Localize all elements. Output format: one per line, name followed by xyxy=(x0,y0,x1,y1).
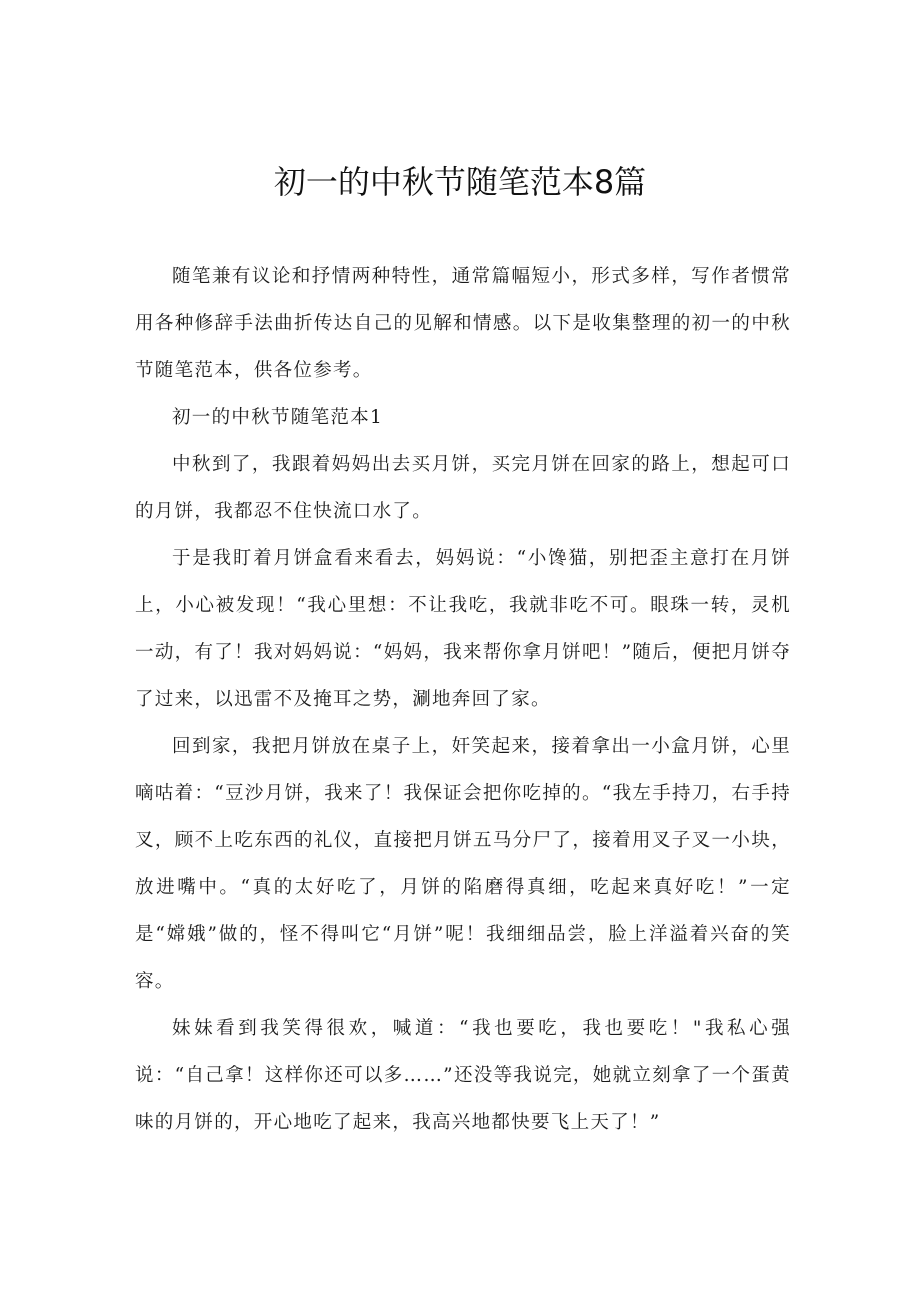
paragraph: 妹妹看到我笑得很欢，喊道：“我也要吃，我也要吃！"我私心强说：“自己拿！这样你还可以多……”还没等我说完，她就立刻拿了一个蛋黄味的月饼的，开心地吃了起来，我高兴地都快要飞上天了！” xyxy=(135,1018,791,1133)
section-heading: 初一的中秋节随笔范本1 xyxy=(172,407,384,428)
document-body xyxy=(135,253,791,1146)
paragraph: 中秋到了，我跟着妈妈出去买月饼，买完月饼在回家的路上，想起可口的月饼，我都忍不住快流口水了。 xyxy=(135,454,791,522)
paragraph-intro: 随笔兼有议论和抒情两种特性，通常篇幅短小，形式多样，写作者惯常用各种修辞手法曲折传达自己的见解和情感。以下是收集整理的初一的中秋节随笔范本，供各位参考。 xyxy=(135,266,791,381)
paragraph: 于是我盯着月饼盒看来看去，妈妈说：“小馋猫，别把歪主意打在月饼上，小心被发现！“我心里想：不让我吃，我就非吃不可。眼珠一转，灵机一动，有了！我对妈妈说：“妈妈，我来帮你拿月饼吧！”随后，便把月饼夺了过来，以迅雷不及掩耳之势，涮地奔回了家。 xyxy=(135,548,791,710)
paragraph: 回到家，我把月饼放在桌子上，奸笑起来，接着拿出一小盒月饼，心里嘀咕着：“豆沙月饼，我来了！我保证会把你吃掉的。“我左手持刀，右手持叉，顾不上吃东西的礼仪，直接把月饼五马分尸了，接着用叉子叉一小块，放进嘴中。“真的太好吃了，月饼的陷磨得真细，吃起来真好吃！”一定是“嫦娥”做的，怪不得叫它“月饼”呢！我细细品尝，脸上洋溢着兴奋的笑容。 xyxy=(135,736,791,992)
document-title: 初一的中秋节随笔范本8篇 xyxy=(273,163,647,201)
